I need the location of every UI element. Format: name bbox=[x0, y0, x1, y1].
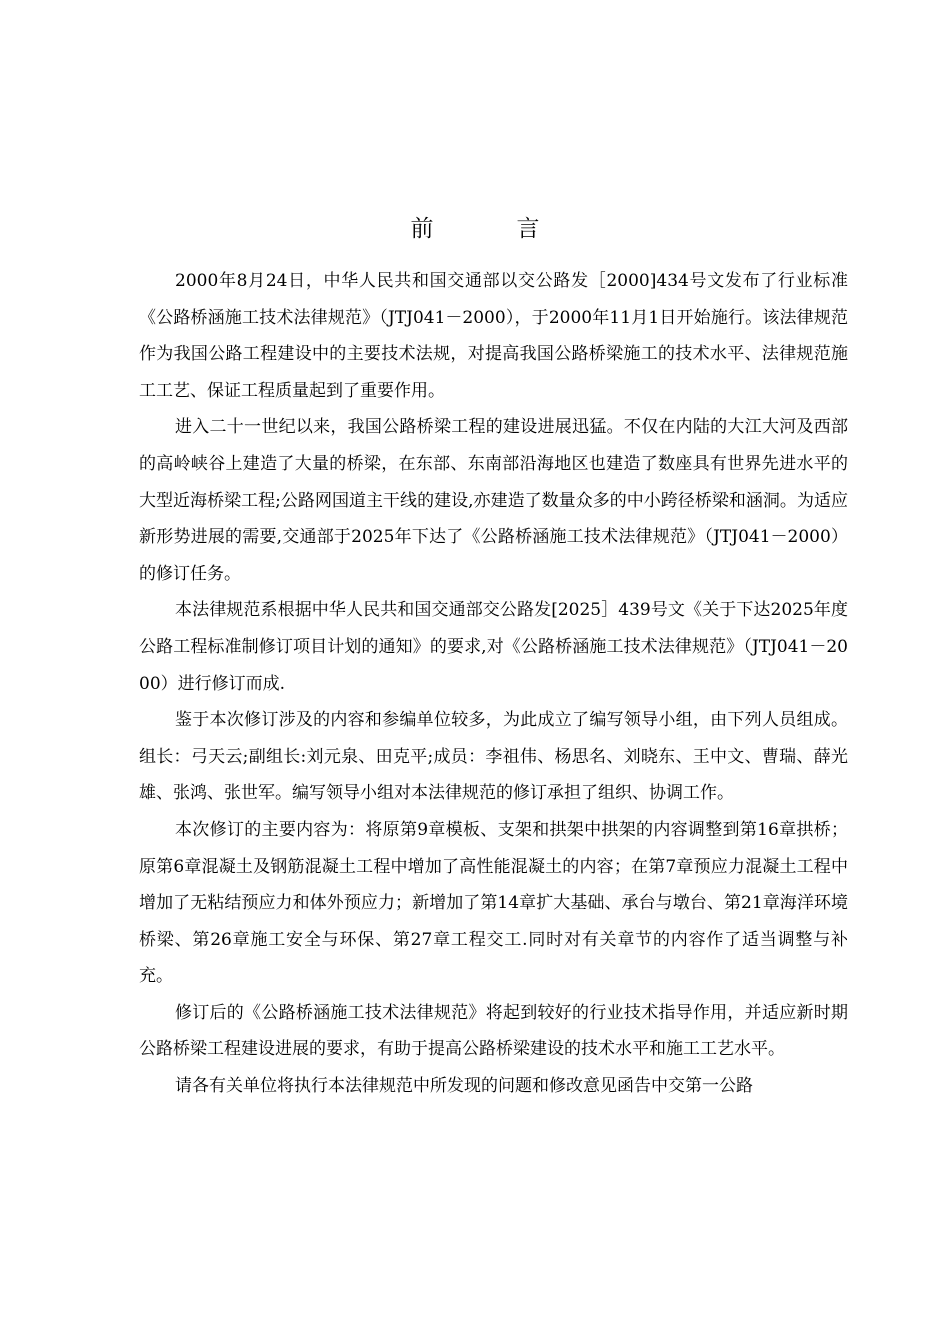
paragraph-2: 进入二十一世纪以来，我国公路桥梁工程的建设进展迅猛。不仅在内陆的大江大河及西部的高岭峡谷上建造了大量的桥梁，在东部、东南部沿海地区也建造了数座具有世界先进水平的大型近海桥梁工程;公路网国道主干线的建设,亦建造了数量众多的中小跨径桥梁和涵洞。为适应新形势进展的需要,交通部于2025年下达了《公路桥涵施工技术法律规范》（JTJ041－2000）的修订任务。 bbox=[139, 417, 848, 584]
paragraph-7: 请各有关单位将执行本法律规范中所发现的问题和修改意见函告中交第一公路 bbox=[175, 1076, 753, 1097]
paragraph-1: 2000年8月24日，中华人民共和国交通部以交公路发［2000]434号文发布了行业标准《公路桥涵施工技术法律规范》（JTJ041－2000），于2000年11月1日开始施行。该法律规范作为我国公路工程建设中的主要技术法规，对提高我国公路桥梁施工的技术水平、法律规范施工工艺、保证工程质量起到了重要作用。 bbox=[139, 271, 848, 401]
page-title: 前 言 bbox=[410, 216, 570, 242]
paragraph-6: 修订后的《公路桥涵施工技术法律规范》将起到较好的行业技术指导作用，并适应新时期公路桥梁工程建设进展的要求，有助于提高公路桥梁建设的技术水平和施工工艺水平。 bbox=[139, 1002, 848, 1060]
preface-body bbox=[139, 263, 848, 1105]
paragraph-4: 鉴于本次修订涉及的内容和参编单位较多，为此成立了编写领导小组，由下列人员组成。组长：弓天云;副组长:刘元泉、田克平;成员：李祖伟、杨思名、刘晓东、王中文、曹瑞、薛光雄、张鸿、张世军。编写领导小组对本法律规范的修订承担了组织、协调工作。 bbox=[139, 710, 848, 804]
paragraph-3: 本法律规范系根据中华人民共和国交通部交公路发[2025］439号文《关于下达2025年度公路工程标准制修订项目计划的通知》的要求,对《公路桥涵施工技术法律规范》（JTJ041－2000）进行修订而成. bbox=[139, 600, 848, 694]
paragraph-5: 本次修订的主要内容为：将原第9章模板、支架和拱架中拱架的内容调整到第16章拱桥；原第6章混凝土及钢筋混凝土工程中增加了高性能混凝土的内容；在第7章预应力混凝土工程中增加了无粘结预应力和体外预应力；新增加了第14章扩大基础、承台与墩台、第21章海洋环境桥梁、第26章施工安全与环保、第27章工程交工.同时对有关章节的内容作了适当调整与补充。 bbox=[139, 819, 848, 987]
